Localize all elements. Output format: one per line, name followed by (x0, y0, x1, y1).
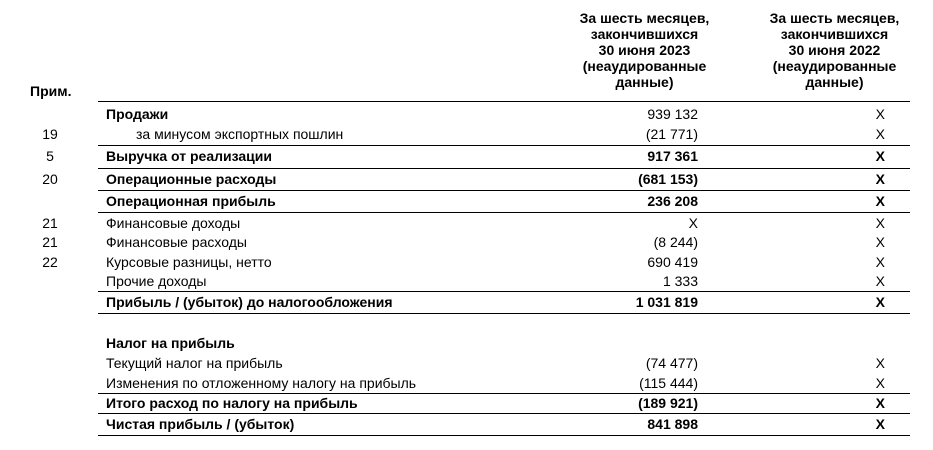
row-label: Налог на прибыль (106, 335, 235, 351)
value-2022: X (875, 273, 885, 289)
row-label: Операционная прибыль (106, 193, 276, 209)
value-2023: 1 333 (662, 273, 698, 289)
value-2023: (8 244) (653, 234, 698, 250)
row-label: Операционные расходы (106, 171, 277, 187)
value-2023: (681 153) (638, 171, 698, 187)
header-rule (98, 101, 910, 102)
table-row-net-profit (0, 414, 933, 434)
value-2022: X (875, 395, 885, 411)
column-header-2022: За шесть месяцев, закончившихся 30 июня 2022 (неаудированные данные) (769, 10, 900, 90)
value-2022: X (875, 294, 885, 310)
value-2022: X (875, 106, 885, 122)
table-row-other-income (0, 271, 933, 291)
value-2023: 917 361 (647, 148, 698, 164)
table-row-export-duties (0, 124, 933, 144)
value-2023: 1 031 819 (635, 294, 698, 310)
table-row-deferred-tax (0, 373, 933, 393)
row-note: 21 (42, 234, 58, 250)
row-label: Прочие доходы (106, 273, 207, 289)
value-2022: X (875, 215, 885, 231)
value-2022: X (875, 355, 885, 371)
row-label: Курсовые разницы, нетто (106, 254, 272, 270)
value-2023: X (688, 215, 698, 231)
value-2023: 939 132 (647, 106, 698, 122)
row-label: Чистая прибыль / (убыток) (106, 416, 295, 432)
value-2022: X (875, 254, 885, 270)
value-2022: X (875, 193, 885, 209)
row-label: Текущий налог на прибыль (106, 355, 283, 371)
row-label: Прибыль / (убыток) до налогообложения (106, 294, 393, 310)
value-2022: X (875, 234, 885, 250)
row-note: 5 (46, 148, 54, 164)
table-row-total-income-tax (0, 393, 933, 413)
value-2022: X (875, 375, 885, 391)
value-2022: X (875, 126, 885, 142)
row-note: 20 (42, 171, 58, 187)
bottom-rule (98, 435, 910, 436)
table-row-current-tax (0, 353, 933, 373)
value-2022: X (875, 148, 885, 164)
value-2023: (21 771) (645, 126, 698, 142)
value-2023: (74 477) (645, 355, 698, 371)
value-2023: (189 921) (638, 395, 698, 411)
table-row-finance-costs (0, 232, 933, 252)
row-label: Изменения по отложенному налогу на прибыль (106, 375, 417, 391)
row-label: за минусом экспортных пошлин (136, 126, 344, 142)
table-row-fx-differences (0, 252, 933, 272)
value-2023: 236 208 (647, 193, 698, 209)
section-heading-income-tax (0, 333, 933, 353)
row-label: Выручка от реализации (106, 148, 272, 164)
table-row-sales (0, 104, 933, 124)
table-row-profit-before-tax (0, 292, 933, 312)
column-header-2023: За шесть месяцев, закончившихся 30 июня 2023 (неаудированные данные) (579, 10, 710, 90)
row-rule (98, 313, 910, 314)
table-row-operating-profit (0, 191, 933, 211)
row-label: Финансовые расходы (106, 234, 247, 250)
value-2022: X (875, 416, 885, 432)
value-2023: (115 444) (639, 375, 698, 391)
note-column-header: Прим. (30, 83, 72, 99)
table-row-revenue (0, 146, 933, 166)
row-label: Итого расход по налогу на прибыль (106, 395, 358, 411)
row-note: 19 (42, 126, 58, 142)
row-note: 22 (42, 254, 58, 270)
value-2023: 690 419 (647, 254, 698, 270)
table-row-operating-expenses (0, 169, 933, 189)
value-2022: X (875, 171, 885, 187)
row-note: 21 (42, 215, 58, 231)
row-label: Продажи (106, 106, 169, 122)
value-2023: 841 898 (647, 416, 698, 432)
table-row-finance-income (0, 213, 933, 233)
row-label: Финансовые доходы (106, 215, 241, 231)
